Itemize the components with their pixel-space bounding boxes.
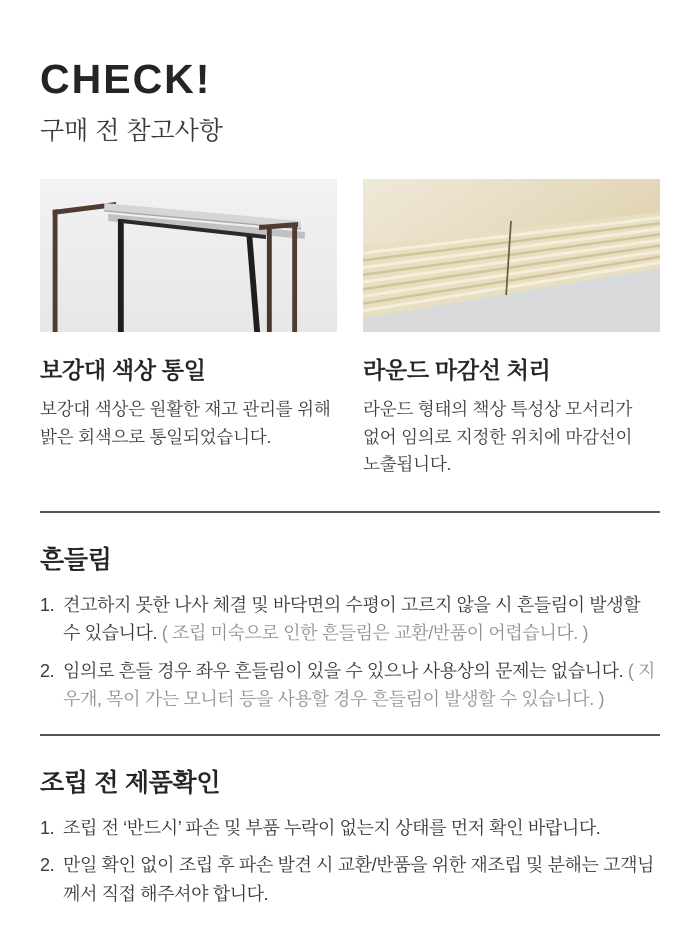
section-heading-pre-assembly-check: 조립 전 제품확인 [40, 768, 221, 797]
list-item [40, 851, 660, 908]
feature-title: 보강대 색상 통일 [40, 357, 206, 384]
item-note: ( 조립 미숙으로 인한 흔들림은 교환/반품이 어렵습니다. ) [161, 623, 589, 644]
item-number: 2. [40, 660, 55, 681]
item-number: 1. [40, 817, 55, 838]
desk-frame-photo [40, 179, 337, 332]
pre-assembly-notice-list [40, 814, 660, 908]
feature-card-finish-line [363, 179, 660, 479]
item-number: 2. [40, 855, 55, 876]
section-divider [40, 734, 660, 736]
feature-card-reinforcement [40, 179, 337, 479]
list-item [40, 591, 660, 648]
feature-row [40, 179, 660, 479]
item-text-wrap [63, 851, 660, 908]
item-note: ( 지우개, 목이 가는 모니터 등을 사용할 경우 흔들림이 발생할 수 있습니다. ) [63, 660, 656, 710]
section-heading-wobble: 흔들림 [40, 545, 112, 574]
feature-title: 라운드 마감선 처리 [363, 357, 551, 384]
page-title: CHECK! [40, 56, 212, 102]
item-text: 만일 확인 없이 조립 후 파손 발견 시 교환/반품을 위한 재조립 및 분해는 고객님께서 직접 해주셔야 합니다. [63, 855, 655, 904]
item-text: 견고하지 못한 나사 체결 및 바닥면의 수평이 고르지 않을 시 흔들림이 발생할 수 있습니다. [63, 594, 641, 644]
section-divider [40, 511, 660, 513]
item-text-wrap [63, 591, 660, 648]
item-text: 임의로 흔들 경우 좌우 흔들림이 있을 수 있으나 사용상의 문제는 없습니다. [63, 660, 624, 681]
item-text-wrap [63, 814, 660, 842]
wobble-notice-list [40, 591, 660, 714]
list-item [40, 657, 660, 714]
item-text: 조립 전 ‘반드시’ 파손 및 부품 누락이 없는지 상태를 먼저 확인 바랍니다. [63, 817, 601, 838]
desk-edge-finish-line-photo [363, 179, 660, 332]
page-subtitle: 구매 전 참고사항 [40, 117, 223, 146]
item-number: 1. [40, 594, 55, 615]
list-item [40, 814, 660, 842]
feature-body: 보강대 색상은 원활한 재고 관리를 위해 밝은 회색으로 통일되었습니다. [40, 399, 331, 447]
feature-body: 라운드 형태의 책상 특성상 모서리가 없어 임의로 지정한 위치에 마감선이 노출됩니다. [363, 399, 633, 475]
item-text-wrap [63, 657, 660, 714]
